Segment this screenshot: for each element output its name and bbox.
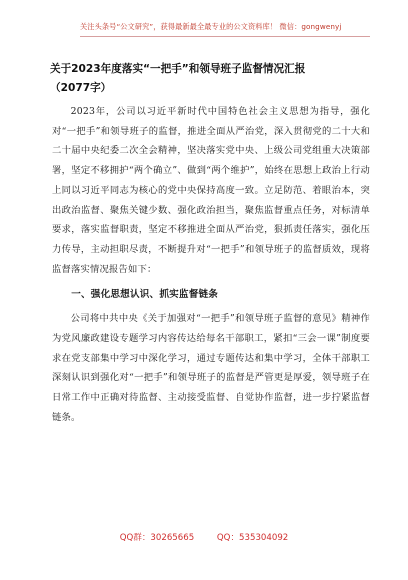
document-title (50, 60, 370, 98)
footer-qq: QQ：535304092 (216, 533, 289, 543)
section-heading-1: 一、强化思想认识、抓实监督链条 (71, 289, 219, 301)
footer-contact (0, 531, 408, 543)
document-body (52, 102, 370, 428)
title-line-2: （2077字） (50, 82, 112, 94)
paragraph-section-1: 公司将中共中央《关于加强对“一把手”和领导班子监督的意见》精神作为党风廉政建设专题学习内容传达给每名干部职工，紧扣“三会一课”制度要求在党支部集中学习中深化学习，通过专题传达和集中学习，全体干部职工深刻认识到强化对“一把手”和领导班子的监督是严管更是厚爱，领导班子在日常工作中正确对待监督、主动接受监督、自觉协作监督，进一步拧紧监督链条。 (52, 313, 370, 423)
paragraph-intro: 2023年，公司以习近平新时代中国特色社会主义思想为指导，强化对“一把手”和领导班子的监督，推进全面从严治党，深入贯彻党的二十大和二十届中央纪委二次全会精神，坚决落实党中央、上级公司党组重大决策部署，坚定不移拥护“两个确立”、做到“两个维护”，始终在思想上政治上行动上同以习近平同志为核心的党中央保持高度一致。立足防范、着眼治本，突出政治监督、聚焦关键少数、强化政治担当，聚焦监督重点任务，对标清单要求，落实监督职责，坚定不移推进全面从严治党，狠抓责任落实，强化压力传导，主动担职尽责，不断提升对“一把手”和领导班子的监督质效，现将监督落实情况报告如下： (52, 106, 370, 275)
title-line-1: 关于2023年度落实“一把手”和领导班子监督情况汇报 (50, 63, 306, 75)
footer-qq-group: QQ群：30265665 (119, 533, 195, 543)
header-banner: 关注头条号“公文研究”，获得最新最全最专业的公文资料库！ 微信：gongwenyj (80, 22, 370, 37)
